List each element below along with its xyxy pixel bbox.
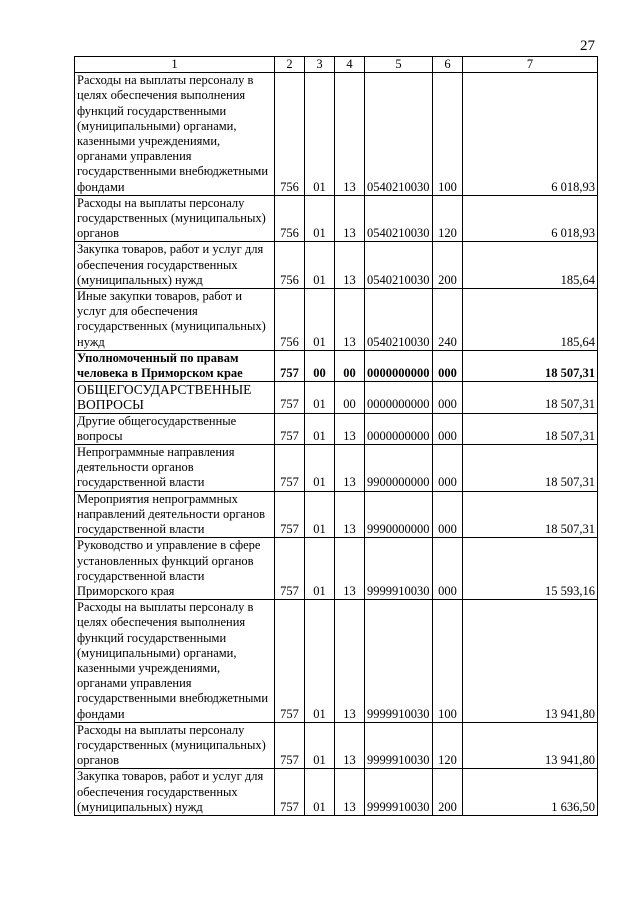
- section-code-cell: 01: [305, 382, 335, 413]
- table-row: [75, 413, 598, 444]
- subsection-code-cell: 00: [335, 382, 365, 413]
- subsection-code-cell: 13: [335, 289, 365, 351]
- target-item-code-cell: 0000000000: [365, 382, 433, 413]
- expense-type-code-cell: 200: [433, 242, 463, 289]
- row-name-cell: Закупка товаров, работ и услуг для обеспечения государственных (муниципальных) нужд: [75, 242, 275, 289]
- page-number: 27: [580, 38, 595, 54]
- target-item-code-cell: 0000000000: [365, 413, 433, 444]
- target-item-code-cell: 0540210030: [365, 242, 433, 289]
- table-row: [75, 769, 598, 816]
- subsection-code-cell: 13: [335, 600, 365, 723]
- amount-cell: 18 507,31: [463, 445, 598, 492]
- target-item-code-cell: 0000000000: [365, 350, 433, 381]
- table-row: [75, 73, 598, 196]
- section-code-cell: 00: [305, 350, 335, 381]
- row-name-cell: ОБЩЕГОСУДАРСТВЕННЫЕ ВОПРОСЫ: [75, 382, 275, 413]
- section-code-cell: 01: [305, 769, 335, 816]
- section-code-cell: 01: [305, 413, 335, 444]
- row-name-cell: Закупка товаров, работ и услуг для обеспечения государственных (муниципальных) нужд: [75, 769, 275, 816]
- grbs-code-cell: 757: [275, 350, 305, 381]
- row-name-cell: Другие общегосударственные вопросы: [75, 413, 275, 444]
- subsection-code-cell: 13: [335, 195, 365, 242]
- row-name-cell: Расходы на выплаты персоналу государственных (муниципальных) органов: [75, 195, 275, 242]
- section-code-cell: 01: [305, 722, 335, 769]
- budget-table: [74, 56, 598, 816]
- row-name-cell: Уполномоченный по правам человека в Приморском крае: [75, 350, 275, 381]
- section-code-cell: 01: [305, 73, 335, 196]
- expense-type-code-cell: 240: [433, 289, 463, 351]
- section-code-cell: 01: [305, 242, 335, 289]
- target-item-code-cell: 9999910030: [365, 769, 433, 816]
- amount-cell: 1 636,50: [463, 769, 598, 816]
- amount-cell: 18 507,31: [463, 350, 598, 381]
- table-row: [75, 538, 598, 600]
- table-row: [75, 195, 598, 242]
- row-name-cell: Иные закупки товаров, работ и услуг для обеспечения государственных (муниципальных) нужд: [75, 289, 275, 351]
- row-name-cell: Расходы на выплаты персоналу государственных (муниципальных) органов: [75, 722, 275, 769]
- section-code-cell: 01: [305, 491, 335, 538]
- amount-cell: 6 018,93: [463, 73, 598, 196]
- amount-cell: 18 507,31: [463, 382, 598, 413]
- subsection-code-cell: 13: [335, 769, 365, 816]
- table-row: [75, 289, 598, 351]
- amount-cell: 13 941,80: [463, 722, 598, 769]
- column-header: 3: [305, 57, 335, 73]
- row-name-cell: Расходы на выплаты персоналу в целях обеспечения выполнения функций государственными (муниципальными) органами, казенными учреждениями, органами управления государственными внебюджетными фондами: [75, 73, 275, 196]
- table-row: [75, 445, 598, 492]
- grbs-code-cell: 756: [275, 73, 305, 196]
- amount-cell: 185,64: [463, 289, 598, 351]
- section-code-cell: 01: [305, 538, 335, 600]
- target-item-code-cell: 9999910030: [365, 600, 433, 723]
- grbs-code-cell: 757: [275, 382, 305, 413]
- subsection-code-cell: 13: [335, 242, 365, 289]
- subsection-code-cell: 13: [335, 73, 365, 196]
- subsection-code-cell: 13: [335, 722, 365, 769]
- section-code-cell: 01: [305, 289, 335, 351]
- expense-type-code-cell: 000: [433, 538, 463, 600]
- grbs-code-cell: 756: [275, 195, 305, 242]
- expense-type-code-cell: 100: [433, 73, 463, 196]
- subsection-code-cell: 13: [335, 413, 365, 444]
- expense-type-code-cell: 000: [433, 491, 463, 538]
- table-row: [75, 242, 598, 289]
- target-item-code-cell: 0540210030: [365, 289, 433, 351]
- grbs-code-cell: 757: [275, 600, 305, 723]
- grbs-code-cell: 757: [275, 769, 305, 816]
- grbs-code-cell: 756: [275, 289, 305, 351]
- expense-type-code-cell: 000: [433, 445, 463, 492]
- row-name-cell: Непрограммные направления деятельности органов государственной власти: [75, 445, 275, 492]
- amount-cell: 18 507,31: [463, 491, 598, 538]
- amount-cell: 13 941,80: [463, 600, 598, 723]
- expense-type-code-cell: 000: [433, 350, 463, 381]
- table-row: [75, 722, 598, 769]
- section-code-cell: 01: [305, 600, 335, 723]
- expense-type-code-cell: 000: [433, 382, 463, 413]
- target-item-code-cell: 9990000000: [365, 491, 433, 538]
- grbs-code-cell: 757: [275, 413, 305, 444]
- table-header-row: [75, 57, 598, 73]
- target-item-code-cell: 9900000000: [365, 445, 433, 492]
- column-header: 5: [365, 57, 433, 73]
- grbs-code-cell: 757: [275, 538, 305, 600]
- column-header: 2: [275, 57, 305, 73]
- grbs-code-cell: 756: [275, 242, 305, 289]
- grbs-code-cell: 757: [275, 722, 305, 769]
- grbs-code-cell: 757: [275, 445, 305, 492]
- amount-cell: 185,64: [463, 242, 598, 289]
- table-row: [75, 600, 598, 723]
- expense-type-code-cell: 200: [433, 769, 463, 816]
- amount-cell: 6 018,93: [463, 195, 598, 242]
- row-name-cell: Расходы на выплаты персоналу в целях обеспечения выполнения функций государственными (муниципальными) органами, казенными учреждениями, органами управления государственными внебюджетными фондами: [75, 600, 275, 723]
- column-header: 6: [433, 57, 463, 73]
- subsection-code-cell: 13: [335, 445, 365, 492]
- section-code-cell: 01: [305, 445, 335, 492]
- column-header: 4: [335, 57, 365, 73]
- target-item-code-cell: 9999910030: [365, 722, 433, 769]
- table-body: [75, 57, 598, 816]
- expense-type-code-cell: 120: [433, 195, 463, 242]
- expense-type-code-cell: 000: [433, 413, 463, 444]
- table-row: [75, 350, 598, 381]
- target-item-code-cell: 9999910030: [365, 538, 433, 600]
- section-code-cell: 01: [305, 195, 335, 242]
- subsection-code-cell: 13: [335, 491, 365, 538]
- target-item-code-cell: 0540210030: [365, 73, 433, 196]
- target-item-code-cell: 0540210030: [365, 195, 433, 242]
- amount-cell: 18 507,31: [463, 413, 598, 444]
- column-header: 1: [75, 57, 275, 73]
- column-header: 7: [463, 57, 598, 73]
- table-row: [75, 382, 598, 413]
- row-name-cell: Руководство и управление в сфере установленных функций органов государственной власти Приморского края: [75, 538, 275, 600]
- grbs-code-cell: 757: [275, 491, 305, 538]
- expense-type-code-cell: 120: [433, 722, 463, 769]
- row-name-cell: Мероприятия непрограммных направлений деятельности органов государственной власти: [75, 491, 275, 538]
- expense-type-code-cell: 100: [433, 600, 463, 723]
- subsection-code-cell: 13: [335, 538, 365, 600]
- table-row: [75, 491, 598, 538]
- amount-cell: 15 593,16: [463, 538, 598, 600]
- subsection-code-cell: 00: [335, 350, 365, 381]
